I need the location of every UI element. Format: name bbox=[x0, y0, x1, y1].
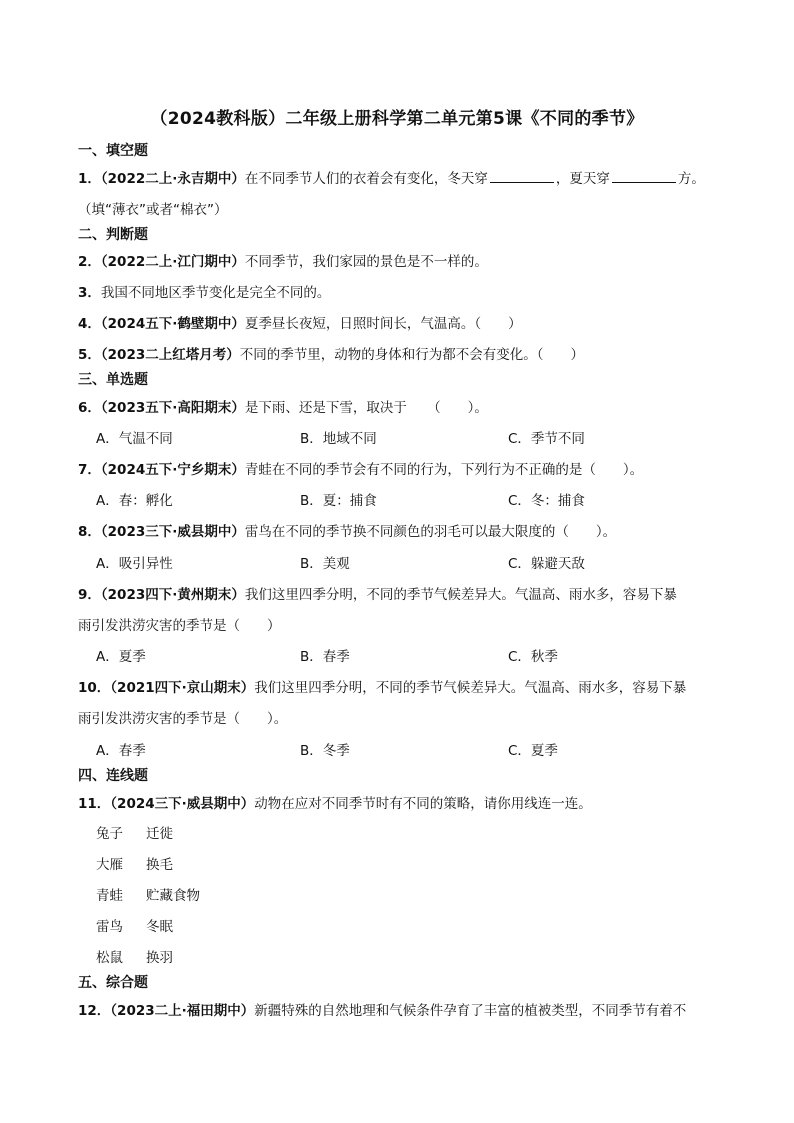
question-text: 方。 bbox=[677, 171, 705, 187]
question-source: （2024三下·威县期中） bbox=[110, 796, 255, 812]
question-source: （2023二上·福田期中） bbox=[110, 1003, 255, 1019]
question-source: （2024五下·鹤壁期中） bbox=[100, 316, 245, 332]
question-text: 我国不同地区季节变化是完全不同的。 bbox=[100, 285, 331, 301]
question-text: 在不同季节人们的衣着会有变化，冬天穿 bbox=[244, 171, 488, 187]
option-a[interactable]: A．气温不同 bbox=[96, 431, 173, 447]
option-b[interactable]: B．冬季 bbox=[300, 743, 350, 759]
question-number: 11． bbox=[78, 796, 111, 812]
section-heading-fill-blank: 一、填空题 bbox=[78, 143, 148, 159]
question-5 bbox=[78, 343, 584, 363]
question-source: （2023三下·威县期中） bbox=[100, 524, 245, 540]
question-1 bbox=[78, 167, 705, 187]
match-right-item[interactable]: 迁徙 bbox=[146, 826, 173, 842]
match-right-item[interactable]: 冬眠 bbox=[146, 919, 173, 935]
question-number: 5． bbox=[78, 347, 101, 363]
match-row bbox=[96, 915, 173, 935]
question-number: 9． bbox=[78, 587, 101, 603]
question-12 bbox=[78, 999, 686, 1019]
question-source: （2021四下·京山期末） bbox=[110, 680, 255, 696]
match-row bbox=[96, 884, 200, 904]
question-number: 4． bbox=[78, 316, 101, 332]
question-text: 是下雨、还是下雪，取决于 （ ）。 bbox=[244, 400, 488, 416]
option-c[interactable]: C．秋季 bbox=[508, 649, 558, 665]
question-text: 不同季节，我们家园的景色是不一样的。 bbox=[244, 254, 488, 270]
question-4 bbox=[78, 312, 522, 332]
match-right-item[interactable]: 换羽 bbox=[146, 950, 173, 966]
question-text: 青蛙在不同的季节会有不同的行为，下列行为不正确的是（ ）。 bbox=[244, 462, 644, 478]
question-2 bbox=[78, 250, 488, 270]
question-number: 6． bbox=[78, 400, 101, 416]
answer-blank-2[interactable] bbox=[612, 181, 676, 183]
question-source: （2023二上红塔月考） bbox=[100, 347, 240, 363]
question-text: ，夏天穿 bbox=[555, 171, 610, 187]
question-text: 不同的季节里，动物的身体和行为都不会有变化。（ ） bbox=[239, 347, 584, 363]
question-text: 夏季昼长夜短，日照时间长，气温高。（ ） bbox=[244, 316, 522, 332]
match-left-item[interactable]: 兔子 bbox=[96, 826, 123, 842]
question-source: （2023五下·高阳期末） bbox=[100, 400, 245, 416]
page-title: （2024教科版）二年级上册科学第二单元第5课《不同的季节》 bbox=[150, 109, 644, 129]
match-row bbox=[96, 946, 173, 966]
question-number: 12． bbox=[78, 1003, 111, 1019]
question-7 bbox=[78, 458, 643, 478]
question-text: 雷鸟在不同的季节换不同颜色的羽毛可以最大限度的（ ）。 bbox=[244, 524, 617, 540]
match-right-item[interactable]: 换毛 bbox=[146, 857, 173, 873]
question-source: （2024五下·宁乡期末） bbox=[100, 462, 245, 478]
question-9 bbox=[78, 583, 677, 603]
match-left-item[interactable]: 雷鸟 bbox=[96, 919, 123, 935]
section-heading-matching: 四、连线题 bbox=[78, 768, 148, 784]
question-10 bbox=[78, 676, 686, 696]
match-left-item[interactable]: 松鼠 bbox=[96, 950, 123, 966]
question-3 bbox=[78, 281, 330, 301]
question-number: 1． bbox=[78, 171, 101, 187]
section-heading-comprehensive: 五、综合题 bbox=[78, 975, 148, 991]
question-number: 8． bbox=[78, 524, 101, 540]
question-9-continuation: 雨引发洪涝灾害的季节是（ ） bbox=[78, 618, 281, 634]
question-number: 3． bbox=[78, 285, 101, 301]
question-number: 7． bbox=[78, 462, 101, 478]
match-row bbox=[96, 822, 173, 842]
option-a[interactable]: A．春季 bbox=[96, 743, 146, 759]
question-6 bbox=[78, 396, 488, 416]
question-number: 2． bbox=[78, 254, 101, 270]
question-source: （2022二上·江门期中） bbox=[100, 254, 245, 270]
match-right-item[interactable]: 贮藏食物 bbox=[146, 888, 200, 904]
question-10-continuation: 雨引发洪涝灾害的季节是（ ）。 bbox=[78, 711, 288, 727]
question-11 bbox=[78, 792, 592, 812]
option-c[interactable]: C．冬：捕食 bbox=[508, 493, 585, 509]
question-text: 动物在应对不同季节时有不同的策略，请你用线连一连。 bbox=[254, 796, 592, 812]
match-left-item[interactable]: 青蛙 bbox=[96, 888, 123, 904]
question-source: （2023四下·黄州期末） bbox=[100, 587, 245, 603]
option-a[interactable]: A．春：孵化 bbox=[96, 493, 173, 509]
question-number: 10． bbox=[78, 680, 111, 696]
option-a[interactable]: A．吸引异性 bbox=[96, 556, 173, 572]
match-row bbox=[96, 853, 173, 873]
section-heading-true-false: 二、判断题 bbox=[78, 227, 148, 243]
option-c[interactable]: C．季节不同 bbox=[508, 431, 585, 447]
question-source: （2022二上·永吉期中） bbox=[100, 171, 245, 187]
question-text: 新疆特殊的自然地理和气候条件孕育了丰富的植被类型，不同季节有着不 bbox=[254, 1003, 687, 1019]
option-b[interactable]: B．春季 bbox=[300, 649, 350, 665]
section-heading-single-choice: 三、单选题 bbox=[78, 372, 148, 388]
option-b[interactable]: B．地域不同 bbox=[300, 431, 377, 447]
match-left-item[interactable]: 大雁 bbox=[96, 857, 123, 873]
question-text: 我们这里四季分明，不同的季节气候差异大。气温高、雨水多，容易下暴 bbox=[244, 587, 677, 603]
question-8 bbox=[78, 520, 616, 540]
answer-blank-1[interactable] bbox=[490, 181, 554, 183]
option-b[interactable]: B．夏：捕食 bbox=[300, 493, 377, 509]
option-c[interactable]: C．躲避天敌 bbox=[508, 556, 585, 572]
option-c[interactable]: C．夏季 bbox=[508, 743, 558, 759]
question-1-continuation: （填“薄衣”或者“棉衣”） bbox=[78, 202, 228, 218]
option-a[interactable]: A．夏季 bbox=[96, 649, 146, 665]
option-b[interactable]: B．美观 bbox=[300, 556, 350, 572]
question-text: 我们这里四季分明，不同的季节气候差异大。气温高、雨水多，容易下暴 bbox=[254, 680, 687, 696]
